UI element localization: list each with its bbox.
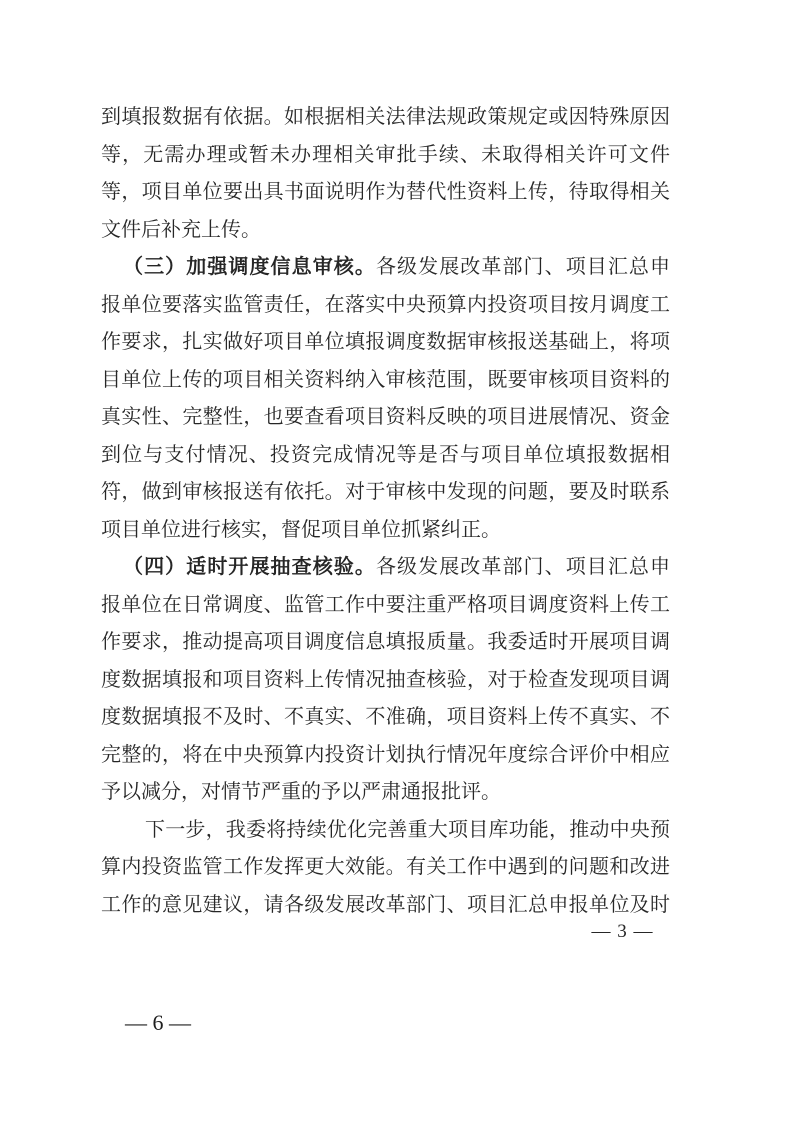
line-text: 到位与支付情况、投资完成情况等是否与项目单位填报数据相 [101,443,670,466]
line-text: 符，做到审核报送有依托。对于审核中发现的问题，要及时联系 [101,481,670,503]
line-text: 度数据填报和项目资料上传情况抽查核验，对于检查发现项目调 [101,668,670,691]
document-line [101,399,670,437]
document-line [101,587,670,625]
document-line [101,887,670,925]
document-line [101,774,670,812]
line-text: 各级发展改革部门、项目汇总申 [375,556,671,578]
line-text: 度数据填报不及时、不真实、不准确，项目资料上传不真实、不 [101,706,670,728]
line-text: 作要求，扎实做好项目单位填报调度数据审核报送基础上，将项 [101,331,670,353]
paragraph-heading: （四）适时开展抽查核验。 [123,556,376,578]
document-line [101,474,670,512]
document-line [101,512,670,550]
line-text: 予以减分，对情节严重的予以严肃通报批评。 [101,781,501,803]
line-text: 工作的意见建议，请各级发展改革部门、项目汇总申报单位及时 [101,893,670,916]
document-line [101,212,670,250]
document-line [101,362,670,400]
line-text: 目单位上传的项目相关资料纳入审核范围，既要审核项目资料的 [101,368,670,391]
line-text: 真实性、完整性，也要查看项目资料反映的项目进展情况、资金 [101,406,670,428]
document-line [101,174,670,212]
document-line [101,324,670,362]
document-line [101,624,670,662]
document-line [101,699,670,737]
page-number-outer: — 6 — [125,1010,191,1035]
line-text: 项目单位进行核实，督促项目单位抓紧纠正。 [101,518,501,541]
line-text: 到填报数据有依据。如根据相关法律法规政策规定或因特殊原因 [101,106,670,128]
document-line [101,249,670,287]
document-line [101,849,670,887]
line-text: 算内投资监管工作发挥更大效能。有关工作中遇到的问题和改进 [101,856,670,878]
page-number-inner: — 3 — [591,921,654,942]
document-line [101,137,670,175]
document-line [101,99,670,137]
line-text: 各级发展改革部门、项目汇总申 [375,256,671,278]
document-line [101,662,670,700]
line-text: 报单位在日常调度、监管工作中要注重严格项目调度资料上传工 [101,593,670,616]
document-line [101,812,670,850]
line-text: 作要求，推动提高项目调度信息填报质量。我委适时开展项目调 [101,631,670,653]
document-line [101,287,670,325]
document-body [101,99,670,924]
document-line [101,549,670,587]
line-text: 文件后补充上传。 [101,218,261,241]
line-text: 下一步，我委将持续优化完善重大项目库功能，推动中央预 [145,818,670,841]
paragraph-heading: （三）加强调度信息审核。 [123,256,376,278]
line-text: 等，项目单位要出具书面说明作为替代性资料上传，待取得相关 [101,181,670,203]
document-line [101,437,670,475]
line-text: 报单位要落实监管责任，在落实中央预算内投资项目按月调度工 [101,293,670,316]
line-text: 完整的，将在中央预算内投资计划执行情况年度综合评价中相应 [101,743,670,766]
line-text: 等，无需办理或暂未办理相关审批手续、未取得相关许可文件 [101,143,670,166]
document-line [101,737,670,775]
